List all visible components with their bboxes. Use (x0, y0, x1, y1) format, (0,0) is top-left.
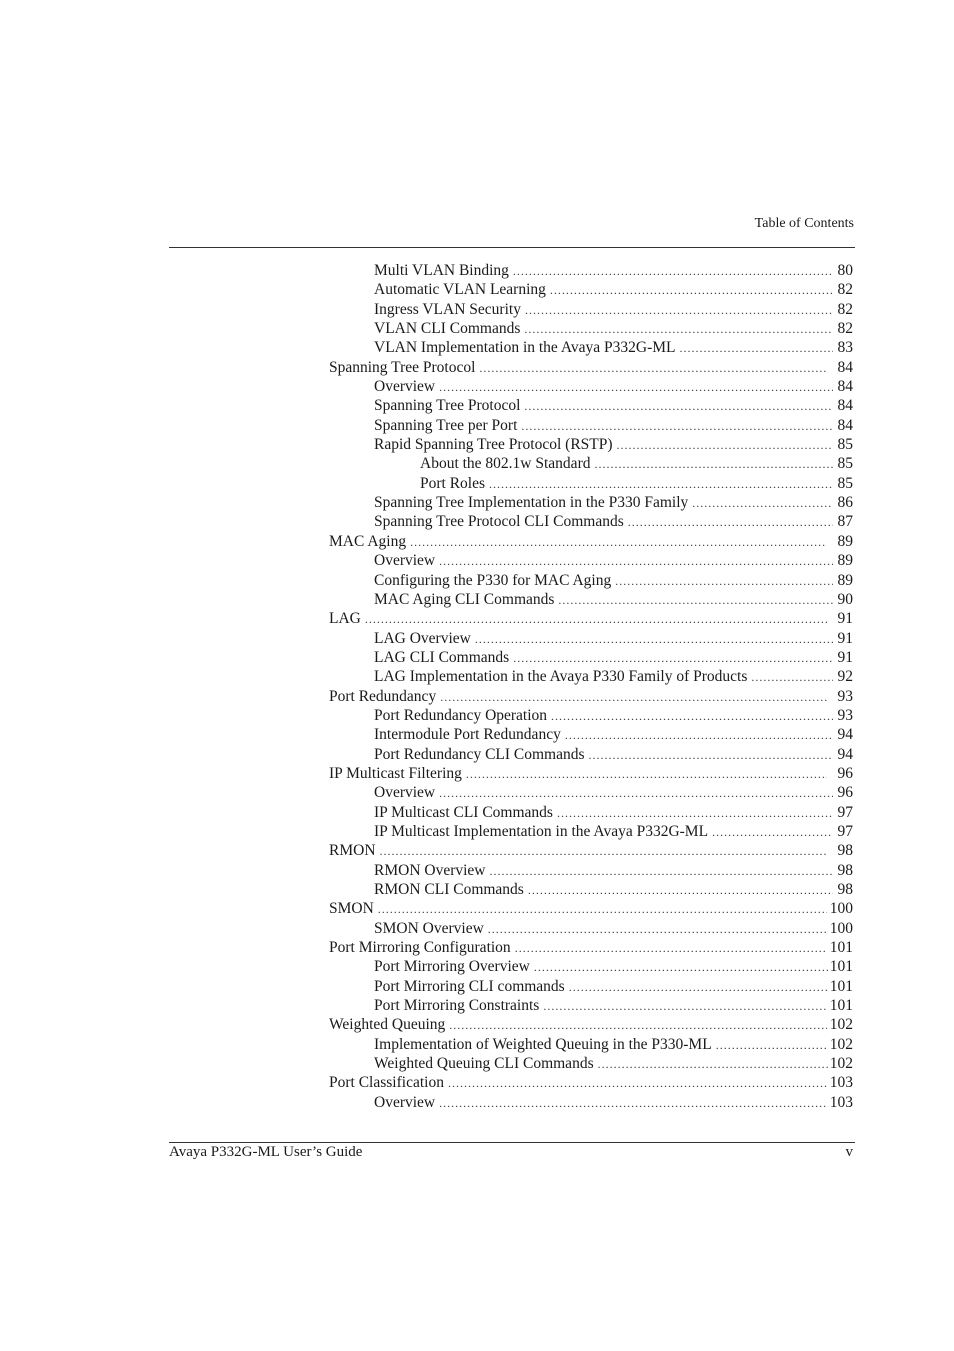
toc-leader-dots (679, 339, 833, 358)
toc-entry[interactable] (329, 261, 853, 280)
toc-entry[interactable] (329, 571, 853, 590)
toc-entry[interactable] (329, 1015, 853, 1034)
toc-leader-dots (569, 978, 828, 997)
toc-entry-page: 86 (837, 494, 853, 512)
toc-entry-page: 87 (837, 513, 853, 531)
toc-entry-page: 102 (829, 1016, 853, 1034)
toc-leader-dots (378, 900, 827, 919)
toc-entry-title: Multi VLAN Binding (374, 262, 509, 279)
toc-entry-page: 101 (829, 958, 853, 976)
toc-leader-dots (440, 688, 827, 707)
toc-entry[interactable] (329, 861, 853, 880)
toc-entry-page: 90 (837, 590, 853, 608)
toc-entry-title: RMON (329, 842, 376, 860)
toc-entry[interactable] (329, 416, 853, 435)
toc-leader-dots (534, 958, 828, 977)
toc-entry-page: 89 (837, 552, 853, 570)
toc-entry-page: 83 (837, 339, 853, 357)
toc-entry-title: Port Classification (329, 1074, 444, 1092)
toc-leader-dots (410, 533, 827, 552)
toc-entry-title: VLAN Implementation in the Avaya P332G-ML (374, 339, 676, 357)
toc-entry-page: 100 (829, 919, 853, 937)
toc-entry-title: Overview (374, 784, 436, 802)
toc-entry[interactable] (329, 1054, 853, 1073)
toc-entry[interactable] (329, 590, 853, 609)
toc-entry[interactable] (329, 435, 853, 454)
toc-entry[interactable] (329, 493, 853, 512)
toc-entry-page: 80 (837, 262, 853, 279)
toc-entry-title: Port Mirroring Overview (374, 958, 530, 976)
toc-entry-title: Port Redundancy CLI Commands (374, 745, 585, 763)
toc-entry-title: LAG Implementation in the Avaya P330 Family of Products (374, 668, 748, 686)
toc-entry-title: SMON (329, 900, 374, 918)
toc-entry[interactable] (329, 667, 853, 686)
toc-entry[interactable] (329, 1073, 853, 1092)
toc-entry[interactable] (329, 338, 853, 357)
toc-leader-dots (528, 881, 833, 900)
toc-entry-page: 97 (837, 822, 853, 840)
toc-leader-dots (515, 939, 827, 958)
toc-entry-page: 101 (829, 939, 853, 957)
toc-entry-page: 96 (837, 784, 853, 802)
table-of-contents (329, 261, 853, 1112)
toc-entry[interactable] (329, 1093, 853, 1112)
toc-entry-title: Configuring the P330 for MAC Aging (374, 571, 612, 589)
toc-leader-dots (479, 359, 827, 378)
toc-entry[interactable] (329, 919, 853, 938)
toc-entry[interactable] (329, 725, 853, 744)
toc-leader-dots (524, 397, 833, 416)
header-rule (169, 247, 855, 248)
toc-entry[interactable] (329, 358, 853, 377)
toc-entry-page: 84 (837, 358, 853, 376)
toc-entry-page: 101 (829, 977, 853, 995)
toc-entry-page: 93 (837, 687, 853, 705)
toc-entry-page: 84 (837, 397, 853, 415)
toc-entry[interactable] (329, 648, 853, 667)
toc-leader-dots (365, 610, 827, 629)
toc-leader-dots (449, 1016, 827, 1035)
toc-leader-dots (439, 784, 833, 803)
toc-entry[interactable] (329, 822, 853, 841)
footer-page-number: v (845, 1144, 853, 1160)
toc-entry-page: 92 (837, 668, 853, 686)
toc-entry-title: Overview (374, 1093, 436, 1111)
toc-entry-title: Overview (374, 552, 436, 570)
toc-entry[interactable] (329, 841, 853, 860)
toc-leader-dots (448, 1074, 827, 1093)
toc-leader-dots (558, 591, 833, 610)
toc-leader-dots (513, 649, 833, 668)
toc-leader-dots (475, 630, 833, 649)
toc-leader-dots (598, 1055, 828, 1074)
toc-entry-title: Weighted Queuing (329, 1016, 446, 1034)
toc-entry[interactable] (329, 745, 853, 764)
toc-entry-page: 82 (837, 320, 853, 338)
toc-entry-page: 97 (837, 803, 853, 821)
toc-entry[interactable] (329, 764, 853, 783)
toc-entry-title: IP Multicast Implementation in the Avaya P332G-ML (374, 822, 709, 840)
toc-leader-dots (692, 494, 833, 513)
toc-entry-title: Spanning Tree Protocol (329, 358, 476, 376)
toc-entry[interactable] (329, 687, 853, 706)
toc-entry-title: Rapid Spanning Tree Protocol (RSTP) (374, 436, 613, 454)
toc-leader-dots (628, 513, 833, 532)
toc-entry-page: 85 (837, 455, 853, 473)
toc-entry-page: 85 (837, 474, 853, 492)
toc-entry-page: 101 (829, 997, 853, 1015)
toc-entry-title: Spanning Tree Protocol (374, 397, 521, 415)
toc-entry-title: Overview (374, 378, 436, 396)
toc-entry-title: LAG CLI Commands (374, 648, 510, 666)
toc-entry-page: 89 (837, 532, 853, 550)
toc-entry[interactable] (329, 512, 853, 531)
toc-entry-title: Port Mirroring Configuration (329, 939, 511, 957)
toc-leader-dots (380, 842, 827, 861)
toc-leader-dots (489, 475, 833, 494)
toc-leader-dots (557, 804, 833, 823)
toc-entry[interactable] (329, 996, 853, 1015)
toc-entry-page: 98 (837, 842, 853, 860)
toc-leader-dots (513, 262, 833, 281)
toc-leader-dots (716, 1036, 828, 1055)
toc-entry-title: About the 802.1w Standard (420, 455, 591, 473)
toc-leader-dots (594, 455, 833, 474)
toc-entry-page: 100 (829, 900, 853, 918)
toc-leader-dots (615, 572, 833, 591)
toc-entry-title: Ingress VLAN Security (374, 300, 521, 318)
toc-leader-dots (466, 765, 827, 784)
toc-entry-title: Spanning Tree per Port (374, 416, 518, 434)
toc-entry[interactable] (329, 1035, 853, 1054)
toc-entry-page: 103 (829, 1093, 853, 1111)
toc-entry-title: Intermodule Port Redundancy (374, 726, 561, 744)
toc-entry[interactable] (329, 396, 853, 415)
toc-entry[interactable] (329, 551, 853, 570)
toc-entry[interactable] (329, 938, 853, 957)
toc-leader-dots (525, 301, 833, 320)
toc-entry-title: IP Multicast Filtering (329, 764, 462, 782)
toc-entry[interactable] (329, 300, 853, 319)
toc-leader-dots (490, 862, 834, 881)
toc-entry-page: 84 (837, 378, 853, 396)
toc-entry-title: Port Redundancy (329, 687, 437, 705)
toc-entry-page: 98 (837, 881, 853, 898)
toc-leader-dots (543, 997, 827, 1016)
toc-entry[interactable] (329, 803, 853, 822)
toc-entry-page: 93 (837, 706, 853, 724)
toc-leader-dots (439, 378, 833, 397)
toc-leader-dots (521, 417, 833, 436)
toc-entry-title: LAG (329, 610, 361, 628)
toc-entry-page: 98 (837, 861, 853, 879)
toc-entry[interactable] (329, 899, 853, 918)
toc-entry-title: VLAN CLI Commands (374, 320, 521, 338)
toc-entry[interactable] (329, 629, 853, 648)
toc-entry[interactable] (329, 977, 853, 996)
toc-entry-title: MAC Aging (329, 532, 407, 550)
footer-rule (169, 1142, 855, 1143)
toc-leader-dots (439, 1094, 828, 1113)
toc-entry[interactable] (329, 319, 853, 338)
toc-entry-page: 102 (829, 1035, 853, 1053)
toc-entry-title: RMON CLI Commands (374, 881, 524, 898)
toc-entry-title: Port Roles (420, 474, 486, 492)
toc-entry-page: 94 (837, 745, 853, 763)
toc-entry-title: RMON Overview (374, 861, 486, 879)
toc-entry-title: Port Mirroring Constraints (374, 997, 540, 1015)
toc-entry-title: LAG Overview (374, 629, 471, 647)
toc-entry-title: Port Redundancy Operation (374, 706, 548, 724)
toc-leader-dots (617, 436, 833, 455)
toc-entry[interactable] (329, 880, 853, 899)
toc-entry-title: Implementation of Weighted Queuing in the P330-ML (374, 1035, 712, 1053)
footer-document-title: Avaya P332G-ML User’s Guide (169, 1144, 363, 1160)
toc-entry-page: 103 (829, 1074, 853, 1092)
toc-entry[interactable] (329, 377, 853, 396)
toc-entry-page: 85 (837, 436, 853, 454)
toc-entry-title: Spanning Tree Protocol CLI Commands (374, 513, 624, 531)
toc-entry[interactable] (329, 706, 853, 725)
toc-entry-title: Port Mirroring CLI commands (374, 977, 565, 995)
toc-entry-title: Spanning Tree Implementation in the P330 Family (374, 494, 689, 512)
toc-entry[interactable] (329, 609, 853, 628)
toc-entry-page: 82 (837, 300, 853, 318)
toc-entry-page: 102 (829, 1055, 853, 1073)
toc-leader-dots (712, 823, 833, 842)
toc-entry-page: 91 (837, 648, 853, 666)
running-header-title: Table of Contents (754, 216, 854, 231)
toc-entry-page: 96 (837, 764, 853, 782)
toc-entry[interactable] (329, 474, 853, 493)
toc-leader-dots (565, 726, 833, 745)
toc-entry-title: MAC Aging CLI Commands (374, 590, 555, 608)
toc-entry-title: IP Multicast CLI Commands (374, 803, 553, 821)
toc-leader-dots (589, 746, 833, 765)
toc-entry-title: Automatic VLAN Learning (374, 281, 546, 299)
toc-entry-page: 94 (837, 726, 853, 744)
toc-entry[interactable] (329, 957, 853, 976)
toc-entry-page: 91 (837, 629, 853, 647)
toc-leader-dots (751, 668, 833, 687)
toc-entry[interactable] (329, 783, 853, 802)
toc-entry-title: SMON Overview (374, 919, 484, 937)
toc-leader-dots (488, 920, 828, 939)
toc-entry[interactable] (329, 532, 853, 551)
toc-leader-dots (550, 281, 833, 300)
toc-entry-title: Weighted Queuing CLI Commands (374, 1055, 594, 1073)
toc-leader-dots (551, 707, 833, 726)
toc-entry-page: 91 (837, 610, 853, 628)
toc-entry[interactable] (329, 454, 853, 473)
toc-leader-dots (439, 552, 833, 571)
toc-entry-page: 82 (837, 281, 853, 299)
toc-entry-page: 84 (837, 416, 853, 434)
toc-entry-page: 89 (837, 571, 853, 589)
toc-entry[interactable] (329, 280, 853, 299)
toc-leader-dots (524, 320, 833, 339)
